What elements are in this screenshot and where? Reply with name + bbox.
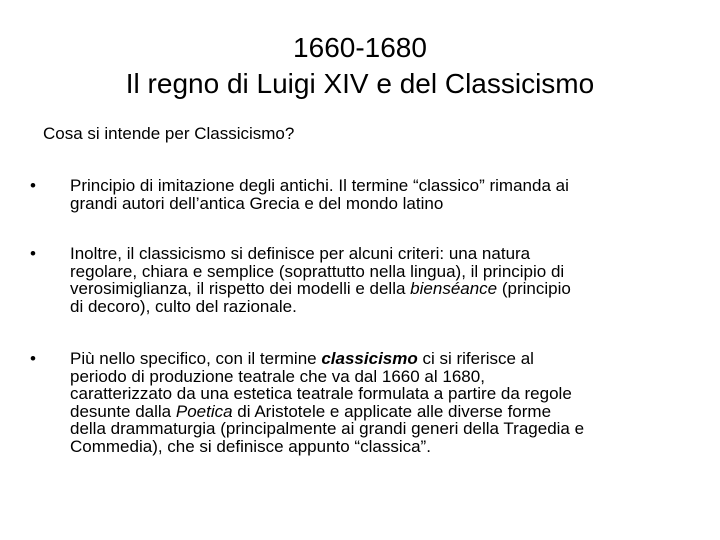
bullet-3-line-1-end: ci si riferisce al [417,349,534,368]
bullet-text-2 [70,245,690,315]
bullet-3-line-1-start: Più nello specifico, con il termine [70,349,322,368]
poetica-term: Poetica [175,401,233,421]
bullet-2-line-3-end: (principio [497,279,571,298]
bullet-dot-icon: • [30,349,36,368]
bullet-3-line-1 [70,350,690,368]
classicismo-term: classicismo [321,349,418,368]
title-line-1: 1660-1680 [293,32,427,63]
bullet-3-line-3: caratterizzato da una estetica teatrale formulata a partire da regole [70,384,572,403]
bullet-3-line-2: periodo di produzione teatrale che va dal 1660 al 1680, [70,366,485,386]
bullet-2-line-3 [70,280,690,298]
title-line-2: Il regno di Luigi XIV e del Classicismo [125,68,595,99]
slide-title [0,30,720,102]
bullet-text-3 [70,350,690,455]
bullet-3-line-4-end: di Aristotele e applicate alle diverse forme [232,401,552,421]
bullet-3-line-4 [70,403,690,421]
bullet-text-1 [70,177,690,212]
bullet-2-line-1: Inoltre, il classicismo si definisce per alcuni criteri: una natura [70,244,531,263]
bienseance-term: bienséance [410,279,498,298]
bullet-2-line-4: di decoro), culto del razionale. [70,296,297,316]
slide-subtitle: Cosa si intende per Classicismo? [43,124,295,143]
bullet-1-line-2: grandi autori dell’antica Grecia e del mondo latino [70,193,444,213]
bullet-dot-icon: • [30,244,36,263]
bullet-3-line-4-start: desunte dalla [70,401,176,421]
bullet-2-line-3-start: verosimiglianza, il rispetto dei modelli e della [70,279,411,298]
bullet-1-line-1: Principio di imitazione degli antichi. Il termine “classico” rimanda ai [70,176,569,195]
bullet-3-line-5: della drammaturgia (principalmente ai grandi generi della Tragedia e [70,419,585,438]
bullet-dot-icon: • [30,176,36,195]
bullet-2-line-2: regolare, chiara e semplice (soprattutto nella lingua), il principio di [70,261,565,281]
bullet-3-line-6: Commedia), che si definisce appunto “classica”. [70,436,431,456]
